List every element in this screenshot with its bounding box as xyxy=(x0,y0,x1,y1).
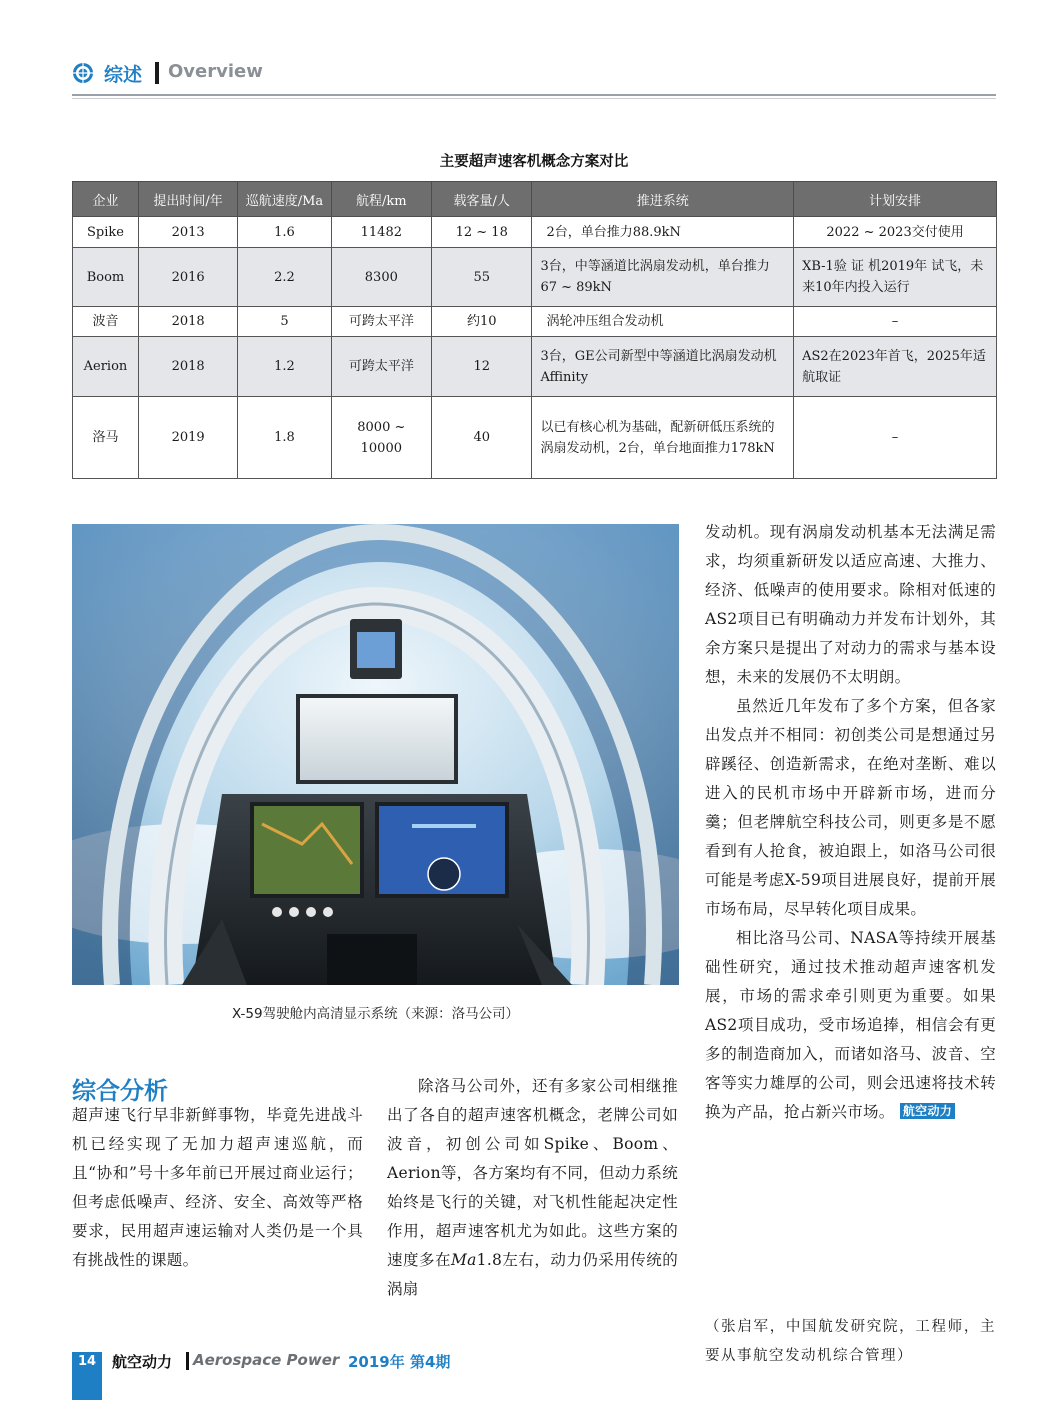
cell-year: 2019 xyxy=(138,397,237,479)
page-number: 14 xyxy=(77,1354,97,1369)
cell-propulsion: 3台，中等涵道比涡扇发动机，单台推力67 ~ 89kN xyxy=(532,248,794,307)
cell-speed: 1.6 xyxy=(238,217,331,248)
cell-capacity: 40 xyxy=(432,397,532,479)
col-header-speed: 巡航速度/Ma xyxy=(238,182,331,217)
cell-capacity: 12 ~ 18 xyxy=(432,217,532,248)
section-heading: 综合分析 xyxy=(72,1077,168,1105)
col-header-range: 航程/km xyxy=(331,182,431,217)
cell-propulsion: 涡轮冲压组合发动机 xyxy=(532,307,794,337)
cell-range: 可跨太平洋 xyxy=(331,307,431,337)
figure-caption: X-59驾驶舱内高清显示系统（来源：洛马公司） xyxy=(231,1006,520,1022)
paragraph: 虽然近几年发布了多个方案，但各家出发点并不相同：初创类公司是想通过另辟蹊径、创造新需求，在绝对垄断、难以进入的民机市场中开辟新市场，进而分羹；但老牌航空科技公司，则更多是不愿看到有人抢食，被迫跟上，如洛马公司很可能是考虑X-59项目进展良好，提前开展市场布局，尽早转化项目成果。 xyxy=(705,697,996,918)
cell-speed: 5 xyxy=(238,307,331,337)
header-rule-thin xyxy=(72,98,996,99)
table-row xyxy=(73,307,997,337)
col-header-year: 提出时间/年 xyxy=(138,182,237,217)
author-note: （张启军，中国航发研究院，工程师，主要从事航空发动机综合管理） xyxy=(705,1319,996,1364)
cell-year: 2016 xyxy=(138,248,237,307)
cockpit-photo xyxy=(72,524,679,985)
paragraph-text: 相比洛马公司、NASA等持续开展基础性研究，通过技术推动超声速客机发展，市场的需求牵引则更为重要。如果AS2项目成功，受市场追捧，相信会有更多的制造商加入，而诸如洛马、波音、空客等实力雄厚的公司，则会迅速将技术转换为产品，抢占新兴市场。 xyxy=(705,929,996,1121)
cell-range: 11482 xyxy=(331,217,431,248)
paragraph-text: 1.8左右，动力仍采用传统的涡扇 xyxy=(387,1251,679,1298)
paragraph xyxy=(705,924,996,1127)
cell-capacity: 55 xyxy=(432,248,532,307)
cell-year: 2018 xyxy=(138,337,237,397)
journal-logo-icon xyxy=(72,62,94,84)
header-rule xyxy=(72,94,996,96)
end-mark-badge: 航空动力 xyxy=(900,1103,955,1119)
paragraph-text: 除洛马公司外，还有多家公司相继推出了各自的超声速客机概念，老牌公司如波音，初创公司如Spike、Boom、Aerion等，各方案均有不同，但动力系统始终是飞行的关键，对飞机性能起决定性作用，超声速客机尤为如此。这些方案的速度多在 xyxy=(387,1077,678,1269)
magazine-name: 航空动力 xyxy=(112,1353,173,1371)
paragraph: 超声速飞行早非新鲜事物，毕竟先进战斗机已经实现了无加力超声速巡航，而且“协和”号十多年前已开展过商业运行；但考虑低噪声、经济、安全、高效等严格要求，民用超声速运输对人类仍是一个具有挑战性的课题。 xyxy=(72,1106,363,1269)
cell-capacity: 12 xyxy=(432,337,532,397)
col-header-propulsion: 推进系统 xyxy=(532,182,794,217)
cell-plan: AS2在2023年首飞，2025年适航取证 xyxy=(794,337,997,397)
cell-year: 2013 xyxy=(138,217,237,248)
section-label: 综述 xyxy=(104,64,143,86)
table-row xyxy=(73,397,997,479)
cell-range: 8000 ~ 10000 xyxy=(331,397,431,479)
col-header-capacity: 载客量/人 xyxy=(432,182,532,217)
cell-plan: 2022 ~ 2023交付使用 xyxy=(794,217,997,248)
footer-divider xyxy=(186,1352,189,1370)
cell-propulsion: 以已有核心机为基础，配新研低压系统的涡扇发动机，2台，单台地面推力178kN xyxy=(532,397,794,479)
article-column-right xyxy=(705,518,996,1127)
issue-label: 2019年 第4期 xyxy=(348,1353,451,1371)
cell-company: Aerion xyxy=(73,337,139,397)
table-title: 主要超声速客机概念方案对比 xyxy=(439,154,629,170)
cell-range: 可跨太平洋 xyxy=(331,337,431,397)
cell-propulsion: 2台，单台推力88.9kN xyxy=(532,217,794,248)
table-row xyxy=(73,337,997,397)
mach-symbol: Ma xyxy=(450,1251,477,1269)
paragraph xyxy=(387,1072,678,1304)
cell-company: Boom xyxy=(73,248,139,307)
article-column-middle xyxy=(387,1072,678,1304)
cell-company: 波音 xyxy=(73,307,139,337)
cell-propulsion: 3台，GE公司新型中等涵道比涡扇发动机Affinity xyxy=(532,337,794,397)
cell-range: 8300 xyxy=(331,248,431,307)
cell-plan: – xyxy=(794,307,997,337)
cell-company: Spike xyxy=(73,217,139,248)
article-column-left xyxy=(72,1101,363,1275)
cell-speed: 2.2 xyxy=(238,248,331,307)
cell-plan: XB-1验 证 机2019年 试飞，未来10年内投入运行 xyxy=(794,248,997,307)
cell-year: 2018 xyxy=(138,307,237,337)
col-header-company: 企业 xyxy=(73,182,139,217)
table-row xyxy=(73,217,997,248)
comparison-table xyxy=(72,181,997,479)
table-header-row xyxy=(73,182,997,217)
cell-company: 洛马 xyxy=(73,397,139,479)
table-row xyxy=(73,248,997,307)
section-label-en: Overview xyxy=(168,61,263,82)
cell-speed: 1.8 xyxy=(238,397,331,479)
magazine-name-en: Aerospace Power xyxy=(193,1351,340,1369)
paragraph-continued: 发动机。现有涡扇发动机基本无法满足需求，均须重新研发以适应高速、大推力、经济、低噪声的使用要求。除相对低速的AS2项目已有明确动力并发布计划外，其余方案只是提出了对动力的需求与基本设想，未来的发展仍不太明朗。 xyxy=(705,523,996,686)
cell-speed: 1.2 xyxy=(238,337,331,397)
header-divider xyxy=(155,62,159,84)
col-header-plan: 计划安排 xyxy=(794,182,997,217)
cell-plan: – xyxy=(794,397,997,479)
cell-capacity: 约10 xyxy=(432,307,532,337)
